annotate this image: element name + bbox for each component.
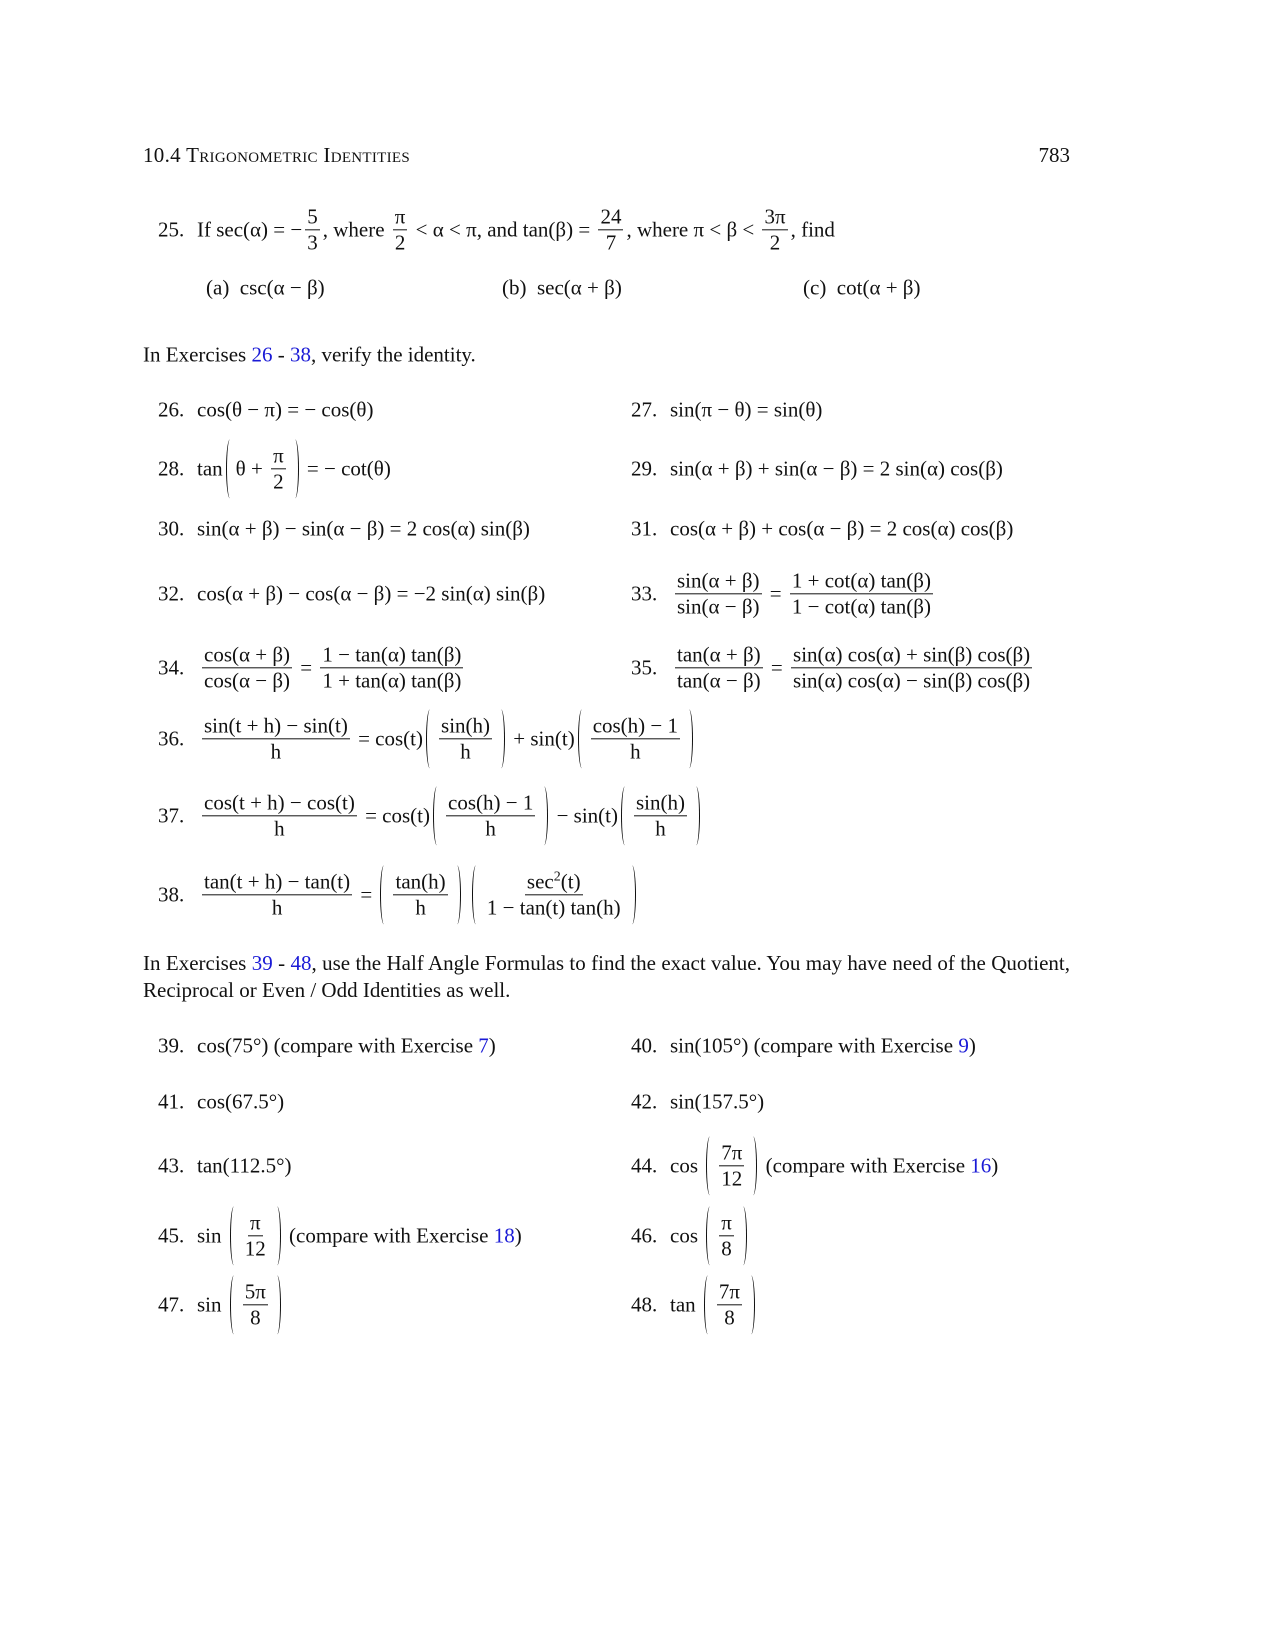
math-text: h (274, 816, 285, 841)
exercise-number: 41. (158, 1089, 185, 1114)
exercise-number: 33. (631, 581, 658, 606)
exercise-item (158, 1206, 522, 1265)
exercise-number: 42. (631, 1089, 658, 1114)
exercise-number: 37. (158, 803, 185, 828)
math-text: h (485, 816, 496, 841)
paren-content (631, 786, 690, 845)
math-text: In Exercises (143, 951, 252, 975)
exercise-number: 47. (158, 1292, 185, 1317)
exercise-25-part (502, 276, 622, 301)
exercise-item (631, 1206, 750, 1265)
numerator (591, 713, 680, 739)
math-text: tan(h) (395, 869, 446, 894)
exercise-number: 27. (631, 397, 658, 422)
parenthesized-group (380, 865, 460, 924)
fraction (598, 204, 623, 255)
math-text: sec (526, 869, 554, 894)
exercise-item (158, 1034, 496, 1059)
fraction (393, 204, 408, 255)
exercise-number: 40. (631, 1033, 658, 1058)
math-text: h (655, 816, 666, 841)
math-text (464, 883, 469, 908)
right-paren (273, 1206, 281, 1265)
numerator (525, 869, 583, 895)
exercise-number: 34. (158, 655, 185, 680)
exercise-number: 39. (158, 1033, 185, 1058)
exercise-link[interactable]: 7 (478, 1033, 489, 1058)
exercise-item (631, 517, 1013, 542)
page-number: 783 (1038, 143, 1070, 167)
right-paren (692, 786, 700, 845)
math-text: h (270, 739, 282, 764)
denominator (271, 470, 286, 495)
numerator (393, 869, 447, 895)
fraction (202, 713, 350, 764)
numerator (202, 869, 352, 895)
math-text: (b) sec(α + β) (502, 275, 622, 300)
exercise-item (158, 865, 639, 924)
numerator (248, 1210, 263, 1236)
exercise-number: 28. (158, 456, 185, 481)
fraction (762, 204, 787, 255)
paren-content (236, 439, 289, 498)
right-paren (497, 709, 505, 768)
left-paren (230, 1275, 238, 1334)
right-paren (540, 786, 548, 845)
fraction (790, 568, 933, 619)
instructions-26-38 (143, 343, 476, 368)
math-text: sin(α + β) − sin(α − β) = 2 cos(α) sin(β) (197, 516, 530, 541)
numerator (719, 1140, 744, 1166)
denominator (320, 669, 463, 694)
exercise-item (158, 642, 466, 693)
math-text: = (765, 655, 789, 680)
math-text: (compare with Exercise (760, 1153, 971, 1178)
math-text: (compare with Exercise (283, 1223, 494, 1248)
exercise-number: 44. (631, 1153, 658, 1178)
fraction (446, 790, 535, 841)
math-text: h (630, 739, 641, 764)
paren-content (436, 709, 495, 768)
math-text: tan(112.5°) (197, 1153, 292, 1178)
paren-content (716, 1136, 747, 1195)
fraction (202, 642, 292, 693)
exercise-item (158, 1154, 292, 1179)
numerator (243, 1279, 268, 1305)
exercise-link[interactable]: 16 (970, 1153, 992, 1178)
fraction (202, 790, 357, 841)
left-paren (704, 1275, 712, 1334)
paren-content (240, 1206, 271, 1265)
math-text: 7π (718, 1279, 741, 1304)
numerator (790, 568, 933, 594)
math-text: tan (670, 1292, 701, 1317)
math-text: sin(α + β) + sin(α − β) = 2 sin(α) cos(β) (670, 456, 1003, 481)
exercise-link[interactable]: 18 (493, 1223, 515, 1248)
fraction (634, 790, 687, 841)
fraction (675, 568, 762, 619)
exercise-number: 30. (158, 516, 185, 541)
numerator (202, 790, 357, 816)
instructions-39-48 (143, 950, 1070, 1004)
numerator (320, 642, 463, 668)
exercise-item (631, 1275, 758, 1334)
math-text: 1 + tan(α) tan(β) (322, 668, 462, 693)
exercise-number: 36. (158, 726, 185, 751)
math-text: , use the Half Angle Formulas to find the exact value. You may have need of the Quotient, Reciprocal or Even / Odd Identities as well. (143, 951, 1070, 1002)
denominator (305, 231, 320, 256)
fraction (271, 443, 286, 494)
exercise-number: 31. (631, 516, 658, 541)
left-paren (230, 1206, 238, 1265)
paren-content (482, 865, 626, 924)
math-text: π (394, 204, 406, 229)
fraction (243, 1210, 268, 1261)
exercise-item (631, 1136, 998, 1195)
denominator (272, 817, 287, 842)
math-text: , verify the identity. (310, 342, 476, 367)
fraction (675, 642, 763, 693)
right-paren (628, 865, 636, 924)
parenthesized-group (230, 1206, 281, 1265)
math-text: 1 − tan(t) tan(h) (486, 895, 621, 920)
math-text: 1 − cot(α) tan(β) (791, 594, 931, 619)
math-text: sin(h) (636, 790, 685, 815)
denominator (790, 595, 933, 620)
math-text: 3π (764, 204, 786, 229)
math-text: 8 (724, 1305, 735, 1330)
exercise-25-part (803, 276, 920, 301)
right-paren (685, 709, 693, 768)
denominator (722, 1306, 737, 1331)
right-paren (739, 1206, 747, 1265)
math-text: 8 (721, 1236, 732, 1261)
exercise-link[interactable]: 26 (251, 342, 273, 367)
numerator (271, 443, 286, 469)
parenthesized-group (578, 709, 693, 768)
parenthesized-group (704, 1275, 755, 1334)
exercise-item (158, 786, 703, 845)
parenthesized-group (472, 865, 636, 924)
left-paren (706, 1206, 714, 1265)
math-text: = (295, 655, 318, 680)
math-text: sin(h) (441, 713, 491, 738)
math-text: + sin(t) (508, 726, 575, 751)
numerator (439, 713, 492, 739)
math-text: π (721, 1210, 732, 1235)
math-text: ) (968, 1033, 976, 1058)
exercise-item (158, 582, 545, 607)
exercise-number: 46. (631, 1223, 658, 1248)
exercise-number: 25. (158, 217, 185, 242)
exercise-number: 48. (631, 1292, 658, 1317)
denominator (675, 669, 763, 694)
math-text: π (273, 443, 284, 468)
fraction (485, 869, 623, 920)
paren-content (390, 865, 450, 924)
math-text: 3 (307, 230, 318, 255)
math-text: - (272, 342, 290, 367)
denominator (719, 1167, 744, 1192)
exercise-number: 43. (158, 1153, 185, 1178)
math-text: , where π < β < (626, 217, 760, 242)
exercise-link[interactable]: 9 (958, 1033, 969, 1058)
right-paren (273, 1275, 281, 1334)
right-paren (453, 865, 461, 924)
math-text: h (271, 895, 283, 920)
math-text: In Exercises (143, 342, 252, 367)
math-text: sin(α) cos(α) − sin(β) cos(β) (793, 668, 1031, 693)
numerator (719, 1210, 734, 1236)
exercise-item (631, 457, 1003, 482)
exercise-item (631, 398, 822, 423)
denominator (675, 595, 762, 620)
left-paren (578, 709, 586, 768)
denominator (483, 817, 498, 842)
math-text: cos(θ − π) = − cos(θ) (197, 397, 374, 422)
math-text: 24 (600, 204, 622, 229)
math-text: = − cot(θ) (301, 456, 391, 481)
denominator (458, 740, 473, 765)
numerator (598, 204, 623, 230)
numerator (717, 1279, 742, 1305)
parenthesized-group (426, 709, 505, 768)
math-text: If sec(α) = − (197, 217, 303, 242)
fraction (305, 204, 320, 255)
fraction (719, 1140, 744, 1191)
math-text: h (415, 895, 426, 920)
math-text: cos(h) − 1 (592, 713, 679, 738)
denominator (628, 740, 643, 765)
right-paren (747, 1275, 755, 1334)
math-text: sin(α) cos(α) + sin(β) cos(β) (793, 642, 1031, 667)
denominator (202, 669, 292, 694)
math-text: 5π (244, 1279, 266, 1304)
numerator (446, 790, 535, 816)
math-text: − sin(t) (551, 803, 618, 828)
numerator (791, 642, 1032, 668)
math-text: - (272, 951, 291, 975)
math-text: (c) cot(α + β) (803, 275, 921, 300)
math-text: , find (790, 217, 835, 242)
exercise-item (158, 709, 696, 768)
math-text: = (764, 581, 787, 606)
math-text: h (460, 739, 471, 764)
parenthesized-group (706, 1206, 747, 1265)
exercise-number: 35. (631, 655, 658, 680)
exercise-item (158, 1090, 284, 1115)
numerator (675, 568, 762, 594)
math-text: sin(105°) (compare with Exercise (670, 1033, 959, 1058)
exercise-item (631, 568, 936, 619)
fraction (717, 1279, 742, 1330)
exercise-number: 38. (158, 882, 185, 907)
exercise-number: 29. (631, 456, 658, 481)
math-text: θ + (235, 456, 269, 481)
paren-content (443, 786, 538, 845)
denominator (413, 896, 428, 921)
exercise-link[interactable]: 48 (290, 951, 312, 975)
numerator (393, 204, 408, 230)
math-text: sin(157.5°) (670, 1089, 765, 1114)
parenthesized-group (621, 786, 700, 845)
denominator (393, 231, 408, 256)
math-text: (a) csc(α − β) (206, 275, 325, 300)
math-text: tan (197, 456, 223, 481)
numerator (634, 790, 687, 816)
math-text: sin (197, 1223, 227, 1248)
left-paren (621, 786, 629, 845)
math-text: π (249, 1210, 261, 1235)
exercise-item (631, 1090, 764, 1115)
math-text: ) (488, 1033, 496, 1058)
left-paren (226, 439, 234, 498)
exercise-number: 32. (158, 581, 185, 606)
denominator (604, 231, 619, 256)
exercise-link[interactable]: 38 (289, 342, 311, 367)
math-text: cos(α − β) (204, 668, 291, 693)
math-text: cos(67.5°) (197, 1089, 285, 1114)
paren-content (716, 1206, 737, 1265)
math-text: 12 (721, 1166, 743, 1191)
exercise-25 (158, 204, 835, 255)
fraction (439, 713, 492, 764)
paren-content (588, 709, 683, 768)
exercise-25-part (206, 276, 325, 301)
paren-content (240, 1275, 271, 1334)
math-text: cos (670, 1223, 704, 1248)
math-text: cos(α + β) − cos(α − β) = −2 sin(α) sin(β) (197, 581, 546, 606)
denominator (768, 231, 783, 256)
math-text: ) (991, 1153, 999, 1178)
math-text: = cos(t) (352, 726, 424, 751)
denominator (791, 669, 1032, 694)
left-paren (426, 709, 434, 768)
math-text: cos (670, 1153, 704, 1178)
fraction (591, 713, 680, 764)
denominator (719, 1237, 734, 1262)
fraction (791, 642, 1032, 693)
exercise-link[interactable]: 39 (251, 951, 273, 975)
denominator (243, 1237, 268, 1262)
math-text: ) (514, 1223, 522, 1248)
parenthesized-group (433, 786, 548, 845)
math-text: 12 (244, 1236, 266, 1261)
exercise-item (158, 398, 373, 423)
denominator (269, 740, 284, 765)
fraction (202, 869, 352, 920)
math-text: cos(t + h) − cos(t) (204, 790, 355, 815)
math-text: sin(α + β) (677, 568, 760, 593)
math-text: tan(t + h) − tan(t) (204, 869, 351, 894)
exercise-item (631, 1034, 976, 1059)
paren-content (714, 1275, 745, 1334)
exercise-number: 45. (158, 1223, 185, 1248)
numerator (675, 642, 763, 668)
math-text: sin(π − θ) = sin(θ) (670, 397, 823, 422)
math-text: 2 (394, 230, 406, 255)
fraction (393, 869, 447, 920)
parenthesized-group (226, 439, 299, 498)
left-paren (380, 865, 388, 924)
right-paren (749, 1136, 757, 1195)
math-text: tan(α − β) (677, 668, 761, 693)
exercise-item (631, 642, 1035, 693)
math-text: sin(t + h) − sin(t) (204, 713, 348, 738)
parenthesized-group (706, 1136, 757, 1195)
math-text: cos(α + β) (204, 642, 291, 667)
math-text: cos(h) − 1 (448, 790, 534, 815)
parenthesized-group (230, 1275, 281, 1334)
math-text: 2 (769, 230, 781, 255)
math-text: 5 (307, 204, 318, 229)
math-text: 7 (605, 230, 617, 255)
math-text: cos(75°) (compare with Exercise (197, 1033, 479, 1058)
math-text: = cos(t) (359, 803, 430, 828)
denominator (485, 896, 623, 921)
right-paren (291, 439, 299, 498)
math-text: , where (322, 217, 390, 242)
math-text: sin (197, 1292, 227, 1317)
left-paren (433, 786, 441, 845)
math-text: 2 (273, 469, 284, 494)
fraction (719, 1210, 734, 1261)
numerator (762, 204, 787, 230)
denominator (653, 817, 668, 842)
denominator (248, 1306, 263, 1331)
math-text: 1 − tan(α) tan(β) (322, 642, 462, 667)
fraction (243, 1279, 268, 1330)
fraction (320, 642, 463, 693)
numerator (305, 204, 320, 230)
math-text: 8 (250, 1305, 261, 1330)
math-text: = (355, 882, 378, 907)
math-text: sin(α − β) (677, 594, 760, 619)
exercise-number: 26. (158, 397, 185, 422)
exercise-item (158, 1275, 284, 1334)
denominator (270, 896, 285, 921)
exercise-item (158, 517, 530, 542)
section-title: 10.4 Trigonometric Identities (143, 143, 411, 167)
math-text: tan(α + β) (677, 642, 761, 667)
numerator (202, 642, 292, 668)
math-text: < α < π, and tan(β) = (410, 217, 596, 242)
math-text: cos(α + β) + cos(α − β) = 2 cos(α) cos(β) (670, 516, 1014, 541)
numerator (202, 713, 350, 739)
left-paren (706, 1136, 714, 1195)
math-text: (t) (560, 869, 581, 894)
superscript: 2 (553, 869, 561, 885)
math-text: 7π (721, 1140, 743, 1165)
left-paren (472, 865, 480, 924)
exercise-item (158, 439, 391, 498)
math-text: 1 + cot(α) tan(β) (791, 568, 931, 593)
